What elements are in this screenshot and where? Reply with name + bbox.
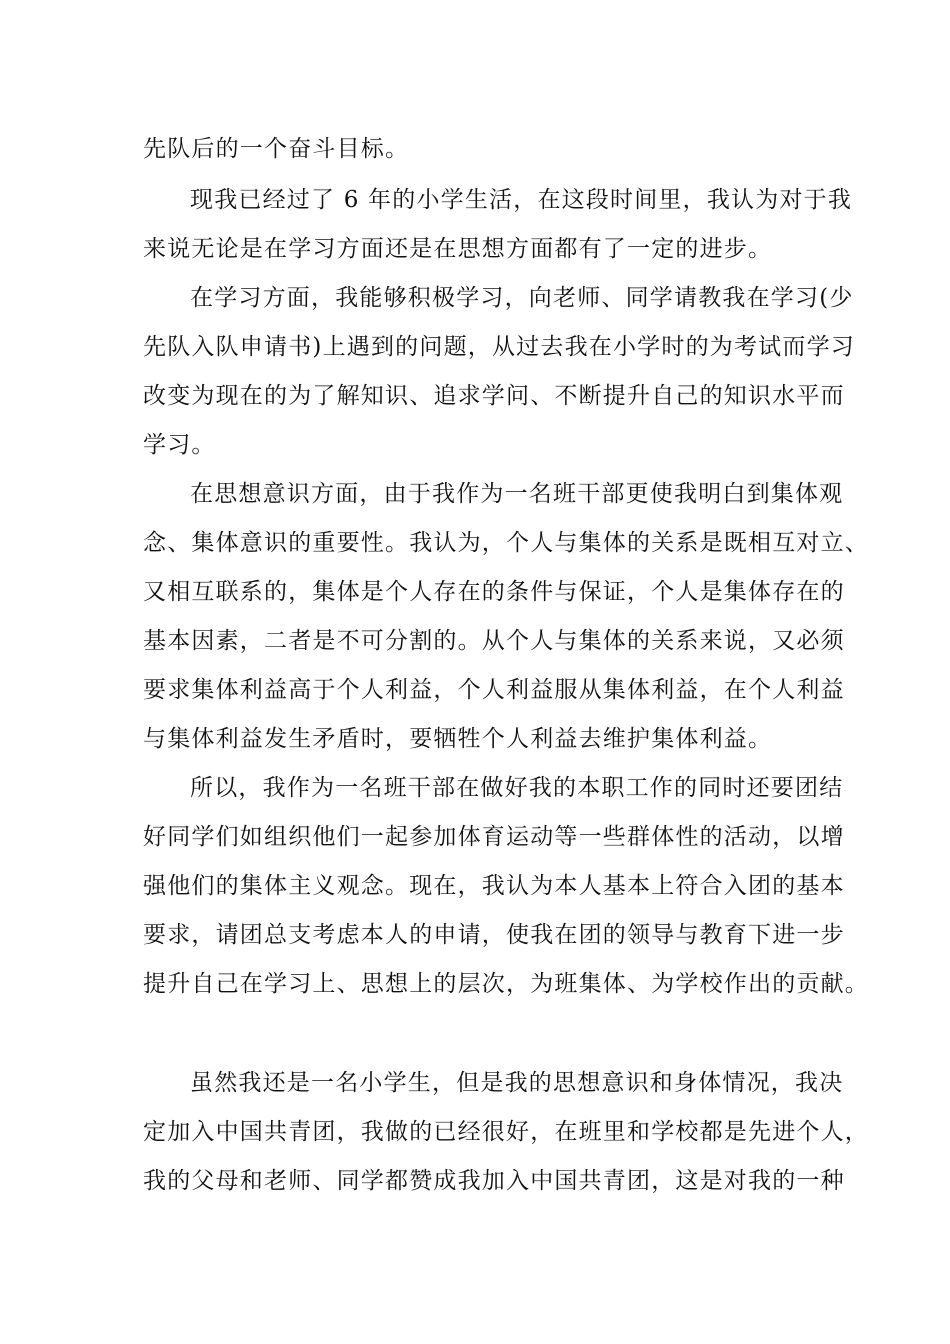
- text-line: 与集体利益发生矛盾时，要牺牲个人利益去维护集体利益。: [143, 726, 773, 752]
- text-line: 念、集体意识的重要性。我认为，个人与集体的关系是既相互对立、: [143, 530, 869, 556]
- text-line: 要求，请团总支考虑本人的申请，使我在团的领导与教育下进一步: [143, 922, 845, 948]
- text-line: 提升自己在学习上、思想上的层次，为班集体、为学校作出的贡献。: [143, 971, 869, 997]
- text-line: 基本因素，二者是不可分割的。从个人与集体的关系来说，又必须: [143, 628, 845, 654]
- text-line: 定加入中国共青团，我做的已经很好，在班里和学校都是先进个人，: [143, 1119, 869, 1145]
- text-line: 在思想意识方面，由于我作为一名班干部更使我明白到集体观: [190, 481, 844, 507]
- text-line: 我的父母和老师、同学都赞成我加入中国共青团，这是对我的一种: [143, 1168, 845, 1194]
- text-line: 先队后的一个奋斗目标。: [143, 136, 410, 162]
- text-line: 好同学们如组织他们一起参加体育运动等一些群体性的活动，以增: [143, 824, 845, 850]
- text-line: 学习。: [143, 432, 216, 458]
- text-line: 在学习方面，我能够积极学习，向老师、同学请教我在学习(少: [190, 285, 854, 311]
- text-line: 改变为现在的为了解知识、追求学问、不断提升自己的知识水平而: [143, 383, 845, 409]
- text-line: 先队入队申请书)上遇到的问题，从过去我在小学时的为考试而学习: [143, 334, 855, 360]
- text-line: 强他们的集体主义观念。现在，我认为本人基本上符合入团的基本: [143, 873, 845, 899]
- text-line: 所以，我作为一名班干部在做好我的本职工作的同时还要团结: [190, 775, 844, 801]
- text-line: 又相互联系的，集体是个人存在的条件与保证，个人是集体存在的: [143, 579, 845, 605]
- text-line: 虽然我还是一名小学生，但是我的思想意识和身体情况，我决: [190, 1070, 844, 1096]
- text-line: 要求集体利益高于个人利益，个人利益服从集体利益，在个人利益: [143, 677, 845, 703]
- text-line: 现我已经过了 6 年的小学生活，在这段时间里，我认为对于我: [190, 187, 853, 213]
- text-line: 来说无论是在学习方面还是在思想方面都有了一定的进步。: [143, 236, 773, 262]
